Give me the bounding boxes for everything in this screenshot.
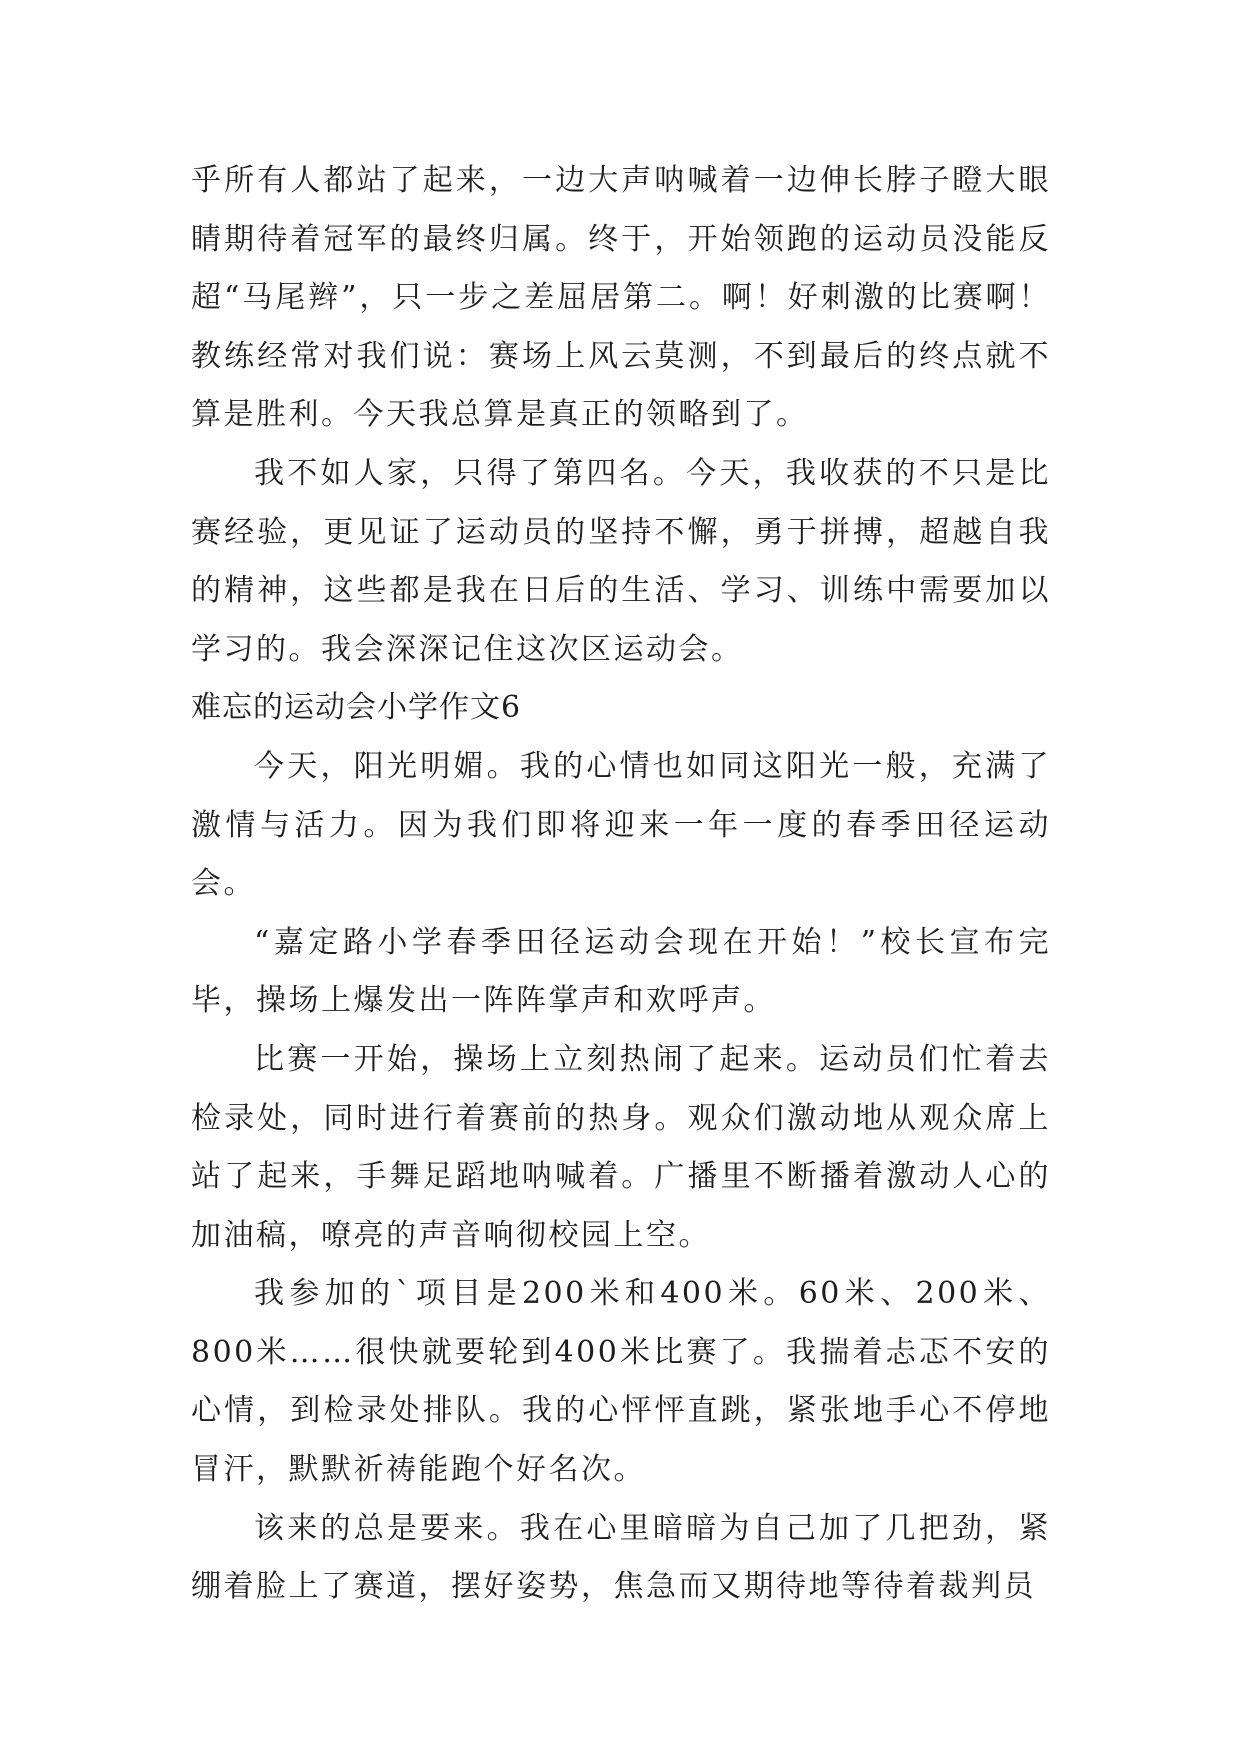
paragraph: 该来的总是要来。我在心里暗暗为自己加了几把劲，紧绷着脸上了赛道，摆好姿势，焦急而又期待地等待着裁判员 bbox=[191, 1510, 1051, 1605]
paragraph: 比赛一开始，操场上立刻热闹了起来。运动员们忙着去检录处，同时进行着赛前的热身。观众们激动地从观众席上站了起来，手舞足蹈地呐喊着。广播里不断播着激动人心的加油稿，嘹亮的声音响彻校园上空。 bbox=[191, 1041, 1051, 1253]
paragraph: 我不如人家，只得了第四名。今天，我收获的不只是比赛经验，更见证了运动员的坚持不懈，勇于拼搏，超越自我的精神，这些都是我在日后的生活、学习、训练中需要加以学习的。我会深深记住这次区运动会。 bbox=[191, 455, 1051, 667]
paragraph: 今天，阳光明媚。我的心情也如同这阳光一般，充满了激情与活力。因为我们即将迎来一年一度的春季田径运动会。 bbox=[191, 748, 1051, 902]
article-heading: 难忘的运动会小学作文6 bbox=[191, 690, 522, 726]
paragraph: 乎所有人都站了起来，一边大声呐喊着一边伸长脖子瞪大眼睛期待着冠军的最终归属。终于，开始领跑的运动员没能反超“马尾辫”，只一步之差屈居第二。啊！好刺激的比赛啊！教练经常对我们说：赛场上风云莫测，不到最后的终点就不算是胜利。今天我总算是真正的领略到了。 bbox=[191, 163, 1051, 433]
paragraph: 我参加的`项目是200米和400米。60米、200米、800米……很快就要轮到400米比赛了。我揣着忐忑不安的心情，到检录处排队。我的心怦怦直跳，紧张地手心不停地冒汗，默默祈祷能跑个好名次。 bbox=[191, 1276, 1051, 1488]
document-body bbox=[191, 152, 1051, 1617]
paragraph: “嘉定路小学春季田径运动会现在开始！”校长宣布完毕，操场上爆发出一阵阵掌声和欢呼声。 bbox=[191, 924, 1051, 1019]
